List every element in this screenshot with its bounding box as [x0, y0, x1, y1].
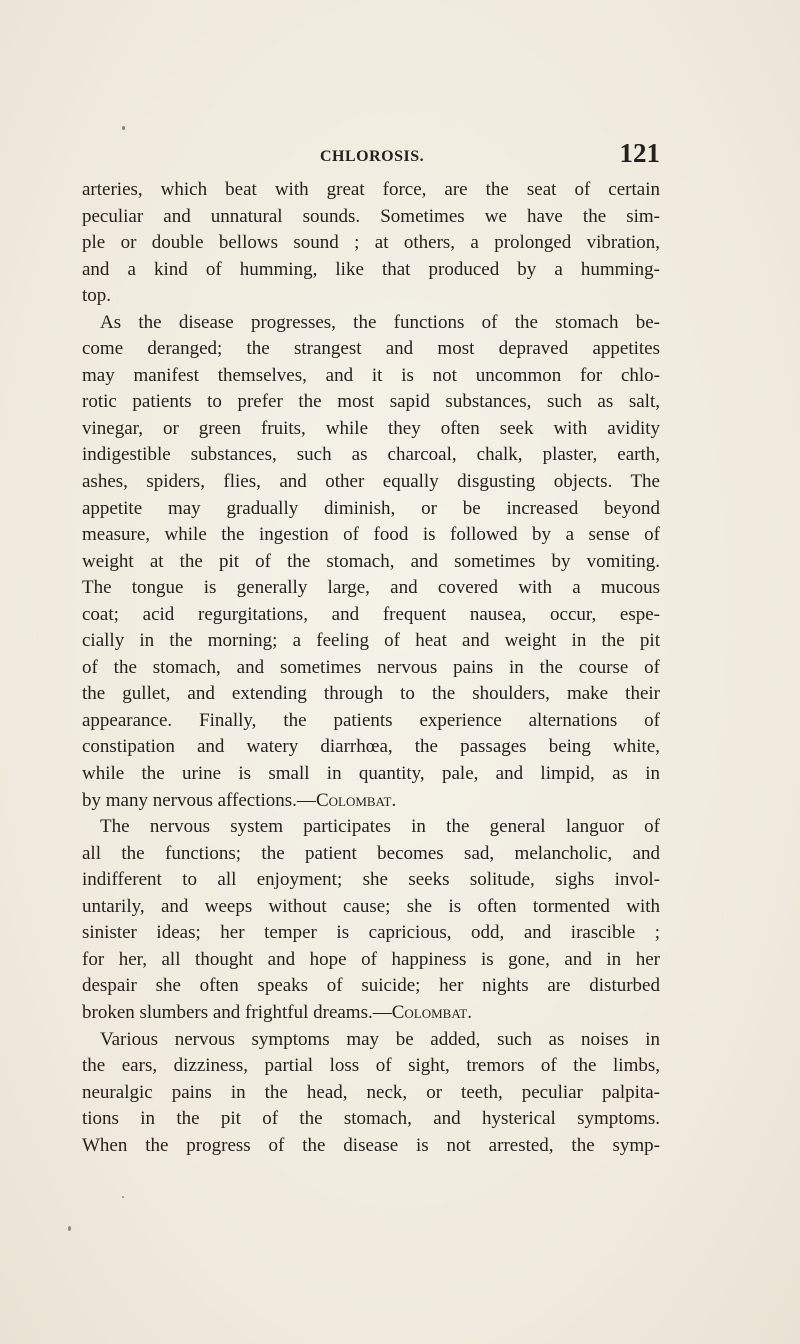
text-line: all the functions; the patient becomes sad, melancholic, and — [82, 842, 660, 864]
body-text — [82, 177, 660, 1159]
text-line: and a kind of humming, like that produced by a humming- — [82, 258, 660, 280]
running-title: CHLOROSIS. — [320, 148, 425, 165]
text-line: Various nervous symptoms may be added, such as noises in — [100, 1028, 660, 1050]
text-line: The tongue is generally large, and covered with a mucous — [82, 577, 660, 599]
text-line: ashes, spiders, flies, and other equally disgusting objects. The — [82, 471, 660, 493]
text-segment: by many nervous affections.— — [82, 789, 316, 811]
citation-author: Colombat. — [315, 789, 397, 811]
text-line: sinister ideas; her temper is capricious, odd, and irascible ; — [82, 922, 660, 944]
text-line: neuralgic pains in the head, neck, or teeth, peculiar palpita- — [82, 1081, 660, 1103]
text-line: rotic patients to prefer the most sapid substances, such as salt, — [82, 391, 660, 413]
text-line: come deranged; the strangest and most depraved appetites — [82, 338, 660, 360]
page-number: 121 — [619, 138, 660, 168]
text-line: constipation and watery diarrhœa, the passages being white, — [82, 736, 660, 758]
text-line: cially in the morning; a feeling of heat and weight in the pit — [82, 630, 660, 652]
running-head — [82, 138, 660, 170]
text-line: may manifest themselves, and it is not uncommon for chlo- — [82, 364, 660, 386]
text-line: top. — [82, 285, 112, 307]
text-line: for her, all thought and hope of happiness is gone, and in her — [82, 948, 660, 970]
text-line: tions in the pit of the stomach, and hysterical symptoms. — [82, 1108, 660, 1130]
text-line: of the stomach, and sometimes nervous pains in the course of — [82, 656, 660, 678]
citation-author: Colombat. — [391, 1001, 472, 1023]
text-line: weight at the pit of the stomach, and sometimes by vomiting. — [82, 550, 660, 572]
text-line: despair she often speaks of suicide; her nights are disturbed — [82, 975, 660, 997]
text-line: the gullet, and extending through to the shoulders, make their — [82, 683, 660, 705]
text-line: appearance. Finally, the patients experience alternations of — [82, 709, 660, 731]
text-line: coat; acid regurgitations, and frequent nausea, occur, espe- — [82, 603, 660, 625]
text-line: The nervous system participates in the general languor of — [100, 816, 660, 838]
text-line: vinegar, or green fruits, while they often seek with avidity — [82, 417, 660, 439]
text-line: measure, while the ingestion of food is followed by a sense of — [82, 524, 660, 546]
text-line-with-citation — [82, 1000, 660, 1027]
text-line: while the urine is small in quantity, pale, and limpid, as in — [82, 763, 660, 785]
text-line: When the progress of the disease is not arrested, the symp- — [82, 1134, 660, 1156]
text-line: indigestible substances, such as charcoal, chalk, plaster, earth, — [82, 444, 660, 466]
text-line-with-citation — [82, 788, 660, 815]
text-line: As the disease progresses, the functions of the stomach be- — [100, 311, 660, 333]
text-line: peculiar and unnatural sounds. Sometimes we have the sim- — [82, 205, 660, 227]
paper-speck-mark — [68, 1226, 71, 1231]
text-line: arteries, which beat with great force, are the seat of certain — [82, 179, 660, 200]
text-segment: broken slumbers and frightful dreams.— — [82, 1001, 392, 1023]
text-line: appetite may gradually diminish, or be increased beyond — [82, 497, 660, 519]
text-line: the ears, dizziness, partial loss of sight, tremors of the limbs, — [82, 1055, 660, 1077]
text-line: ple or double bellows sound ; at others, a prolonged vibration, — [82, 232, 660, 254]
text-line: indifferent to all enjoyment; she seeks solitude, sighs invol- — [82, 869, 660, 891]
paper-speck-mark — [122, 1196, 124, 1198]
paper-speck-mark — [122, 126, 125, 130]
text-line: untarily, and weeps without cause; she is often tormented with — [82, 895, 660, 917]
